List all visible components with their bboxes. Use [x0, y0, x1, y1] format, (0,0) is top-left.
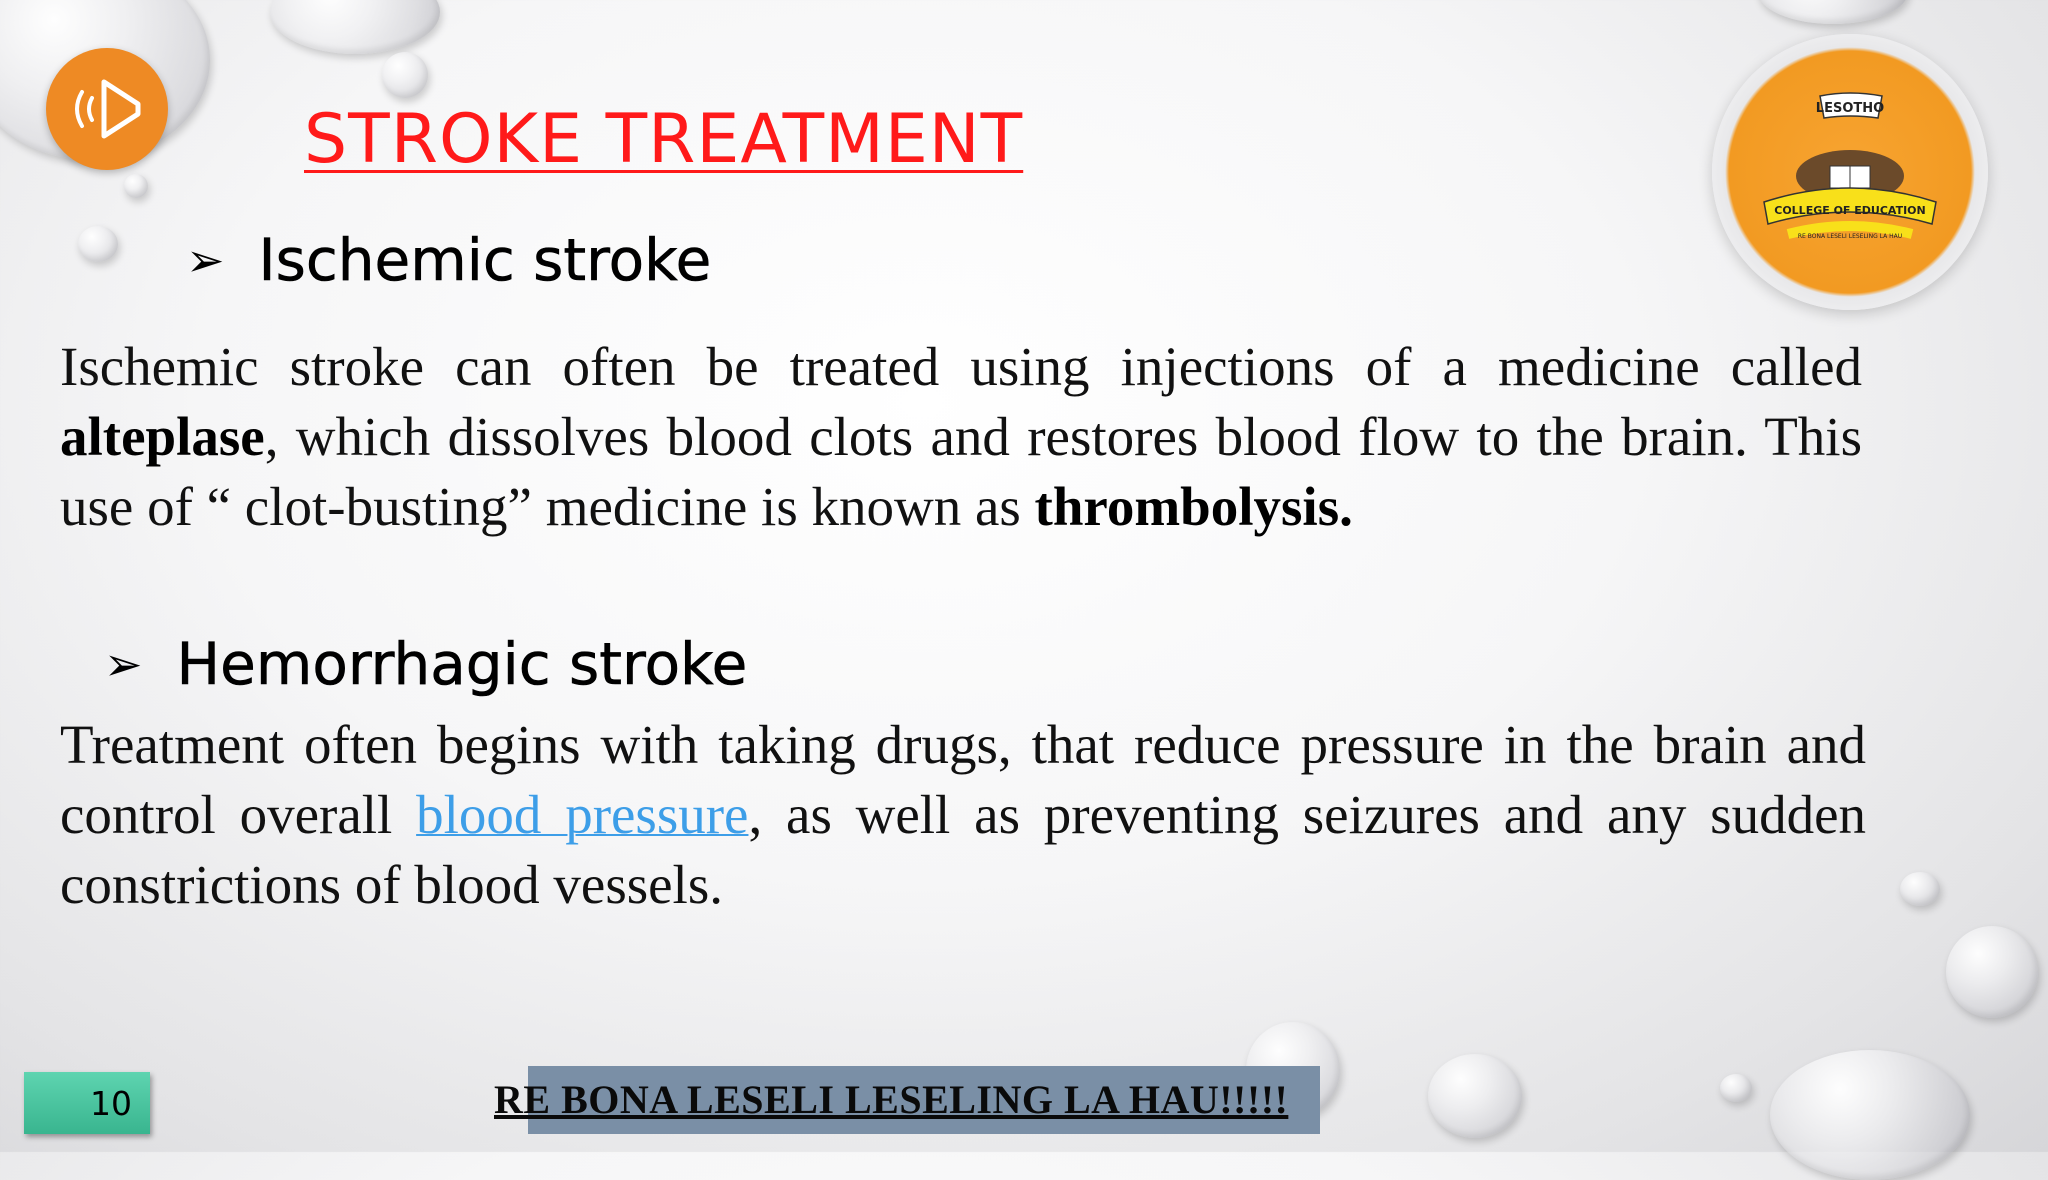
paragraph-text: Treatment often begins with taking drugs, that reduce pressure in the brain and control overall: [60, 714, 1866, 845]
water-drop-decoration: [270, 0, 440, 54]
water-drop-decoration: [1428, 1054, 1522, 1138]
water-drop-decoration: [1770, 1050, 1970, 1180]
bold-term-alteplase: alteplase: [60, 406, 265, 467]
water-drop-decoration: [78, 226, 118, 262]
footer-motto: RE BONA LESELI LESELING LA HAU!!!!!: [494, 1077, 1289, 1122]
audio-play-button[interactable]: [46, 48, 168, 170]
bold-term-thrombolysis: thrombolysis.: [1034, 476, 1353, 537]
water-drop-decoration: [124, 174, 148, 198]
section-heading-hemorrhagic: [104, 630, 747, 698]
heading-text: Hemorrhagic stroke: [176, 630, 748, 698]
water-drop-decoration: [1720, 1074, 1752, 1102]
ischemic-paragraph: [60, 332, 1862, 542]
paragraph-text: Ischemic stroke can often be treated using injections of a medicine called: [60, 336, 1862, 397]
svg-text:LESOTHO: LESOTHO: [1815, 101, 1885, 116]
svg-text:COLLEGE OF EDUCATION: COLLEGE OF EDUCATION: [1774, 204, 1926, 217]
water-drop-decoration: [1758, 0, 1908, 24]
section-heading-ischemic: [186, 226, 711, 294]
paragraph-text: , as well as preventing seizures and any sudden constrictions of blood vessels.: [60, 784, 1866, 915]
speaker-icon: [46, 48, 168, 170]
arrow-bullet-icon: ➢: [186, 233, 225, 287]
hemorrhagic-paragraph: [60, 710, 1866, 920]
college-logo: [1712, 34, 1988, 310]
svg-text:RE BONA LESELI LESELING LA HAU: RE BONA LESELI LESELING LA HAU: [1797, 233, 1903, 240]
arrow-bullet-icon: ➢: [104, 637, 143, 691]
slide-title: STROKE TREATMENT: [304, 100, 1024, 179]
slide-number-badge: 10: [24, 1072, 150, 1134]
heading-text: Ischemic stroke: [258, 226, 712, 294]
paragraph-text: , which dissolves blood clots and restores blood flow to the brain. This use of “ clot-busting” medicine is known as: [60, 406, 1862, 537]
water-drop-decoration: [382, 52, 428, 98]
water-drop-decoration: [1946, 926, 2038, 1018]
water-drop-decoration: [1900, 872, 1940, 906]
blood-pressure-link[interactable]: blood pressure: [416, 784, 749, 845]
